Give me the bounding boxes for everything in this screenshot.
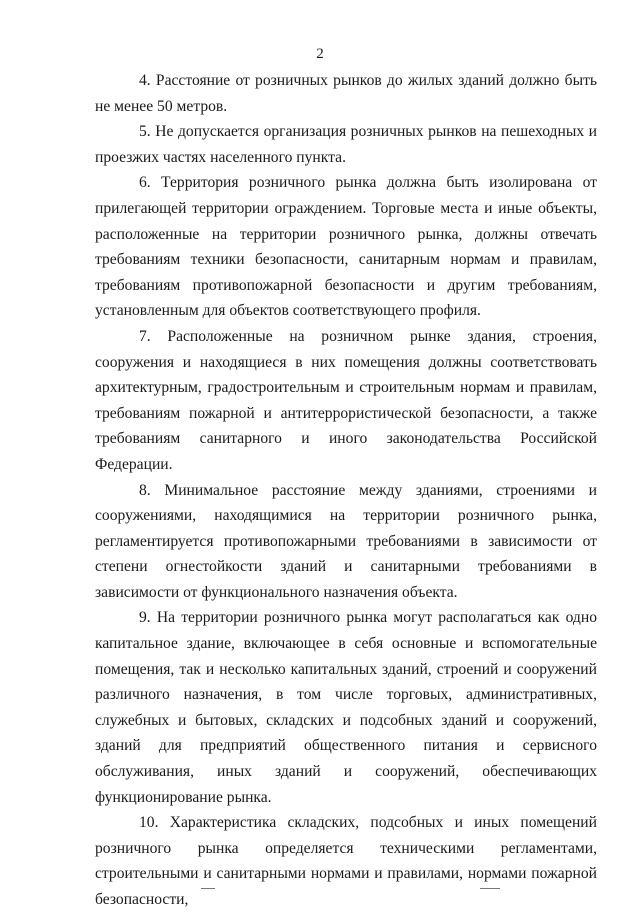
paragraph-5: 5. Не допускается организация розничных рынков на пешеходных и проезжих частях населенного пункта. [95, 123, 597, 166]
paragraph-8: 8. Минимальное расстояние между зданиями, строениями и сооружениями, находящимися на территории розничного рынка, регламентируется противопожарными требованиями в зависимости от степени огнестойкости зданий и санитарными требованиями в зависимости от функционального назначения объекта. [95, 481, 597, 601]
scan-mark-right [480, 888, 500, 889]
paragraph-7: 7. Расположенные на розничном рынке здания, строения, сооружения и находящиеся в них помещения должны соответствовать архитектурным, градостроительным и строительным нормам и правилам, требованиям пожарной и антитеррористической безопасности, а также требованиям санитарного и иного законодательства Российской Федерации. [95, 327, 597, 473]
paragraph-10: 10. Характеристика складских, подсобных и иных помещений розничного рынка определяется техническими регламентами, строительными и санитарными нормами и правилами, нормами пожарной безопасности, [95, 814, 597, 908]
page-number: 2 [316, 46, 324, 62]
paragraph-6: 6. Территория розничного рынка должна быть изолирована от прилегающей территории ограждением. Торговые места и иные объекты, расположенные на территории розничного рынка, должны отвечать требованиям техники безопасности, санитарным нормам и правилам, требованиям противопожарной безопасности и другим требованиям, установленным для объектов соответствующего профиля. [95, 174, 597, 320]
document-body [95, 68, 597, 913]
scan-mark-left [201, 888, 215, 889]
paragraph-4: 4. Расстояние от розничных рынков до жилых зданий должно быть не менее 50 метров. [95, 72, 597, 115]
paragraph-9: 9. На территории розничного рынка могут располагаться как одно капитальное здание, включающее в себя основные и вспомогательные помещения, так и несколько капитальных зданий, строений и сооружений различного назначения, в том числе торговых, административных, служебных и бытовых, складских и подсобных зданий и сооружений, зданий для предприятий общественного питания и сервисного обслуживания, иных зданий и сооружений, обеспечивающих функционирование рынка. [95, 609, 597, 806]
